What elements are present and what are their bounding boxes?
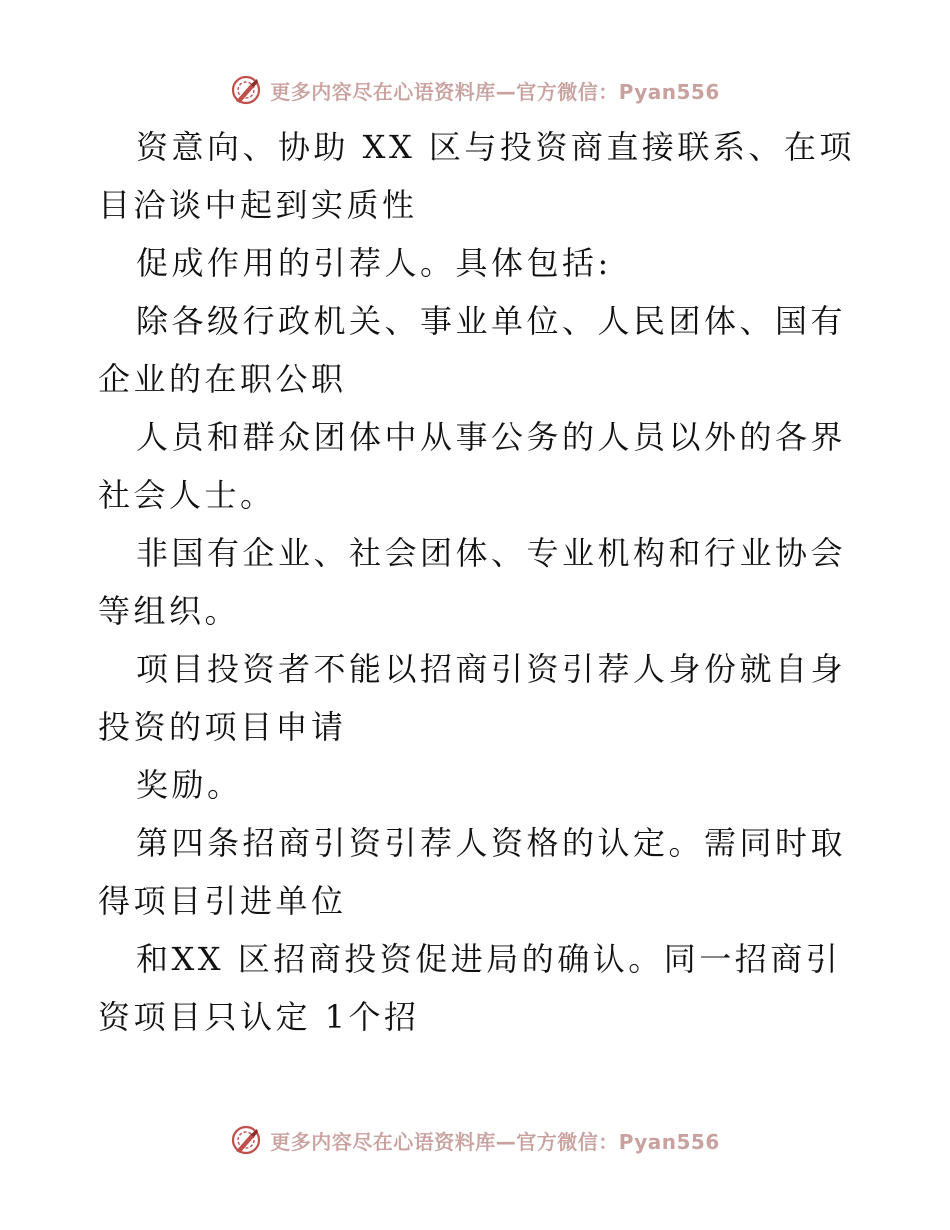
- pen-logo-icon: [230, 1124, 262, 1156]
- paragraph-1: 资意向、协助 XX 区与投资商直接联系、在项目洽谈中起到实质性: [98, 128, 855, 224]
- document-body: [98, 118, 858, 1046]
- paragraph-7: 奖励。: [136, 766, 243, 804]
- footer-watermark-banner: [0, 1120, 950, 1160]
- paragraph-6: 项目投资者不能以招商引资引荐人身份就自身投资的项目申请: [98, 650, 847, 746]
- paragraph-9: 和XX 区招商投资促进局的确认。同一招商引资项目只认定 1个招: [98, 940, 842, 1036]
- footer-watermark-text: 更多内容尽在心语资料库—官方微信：Pyan556: [270, 1129, 720, 1154]
- paragraph-4: 人员和群众团体中从事公务的人员以外的各界社会人士。: [98, 418, 847, 514]
- pen-logo-icon: [230, 74, 262, 106]
- paragraph-5: 非国有企业、社会团体、专业机构和行业协会等组织。: [98, 534, 847, 630]
- paragraph-3: 除各级行政机关、事业单位、人民团体、国有企业的在职公职: [98, 302, 847, 398]
- paragraph-2: 促成作用的引荐人。具体包括:: [136, 244, 612, 282]
- header-watermark-banner: [0, 70, 950, 110]
- paragraph-8: 第四条招商引资引荐人资格的认定。需同时取得项目引进单位: [98, 824, 847, 920]
- header-watermark-text: 更多内容尽在心语资料库—官方微信：Pyan556: [270, 79, 720, 104]
